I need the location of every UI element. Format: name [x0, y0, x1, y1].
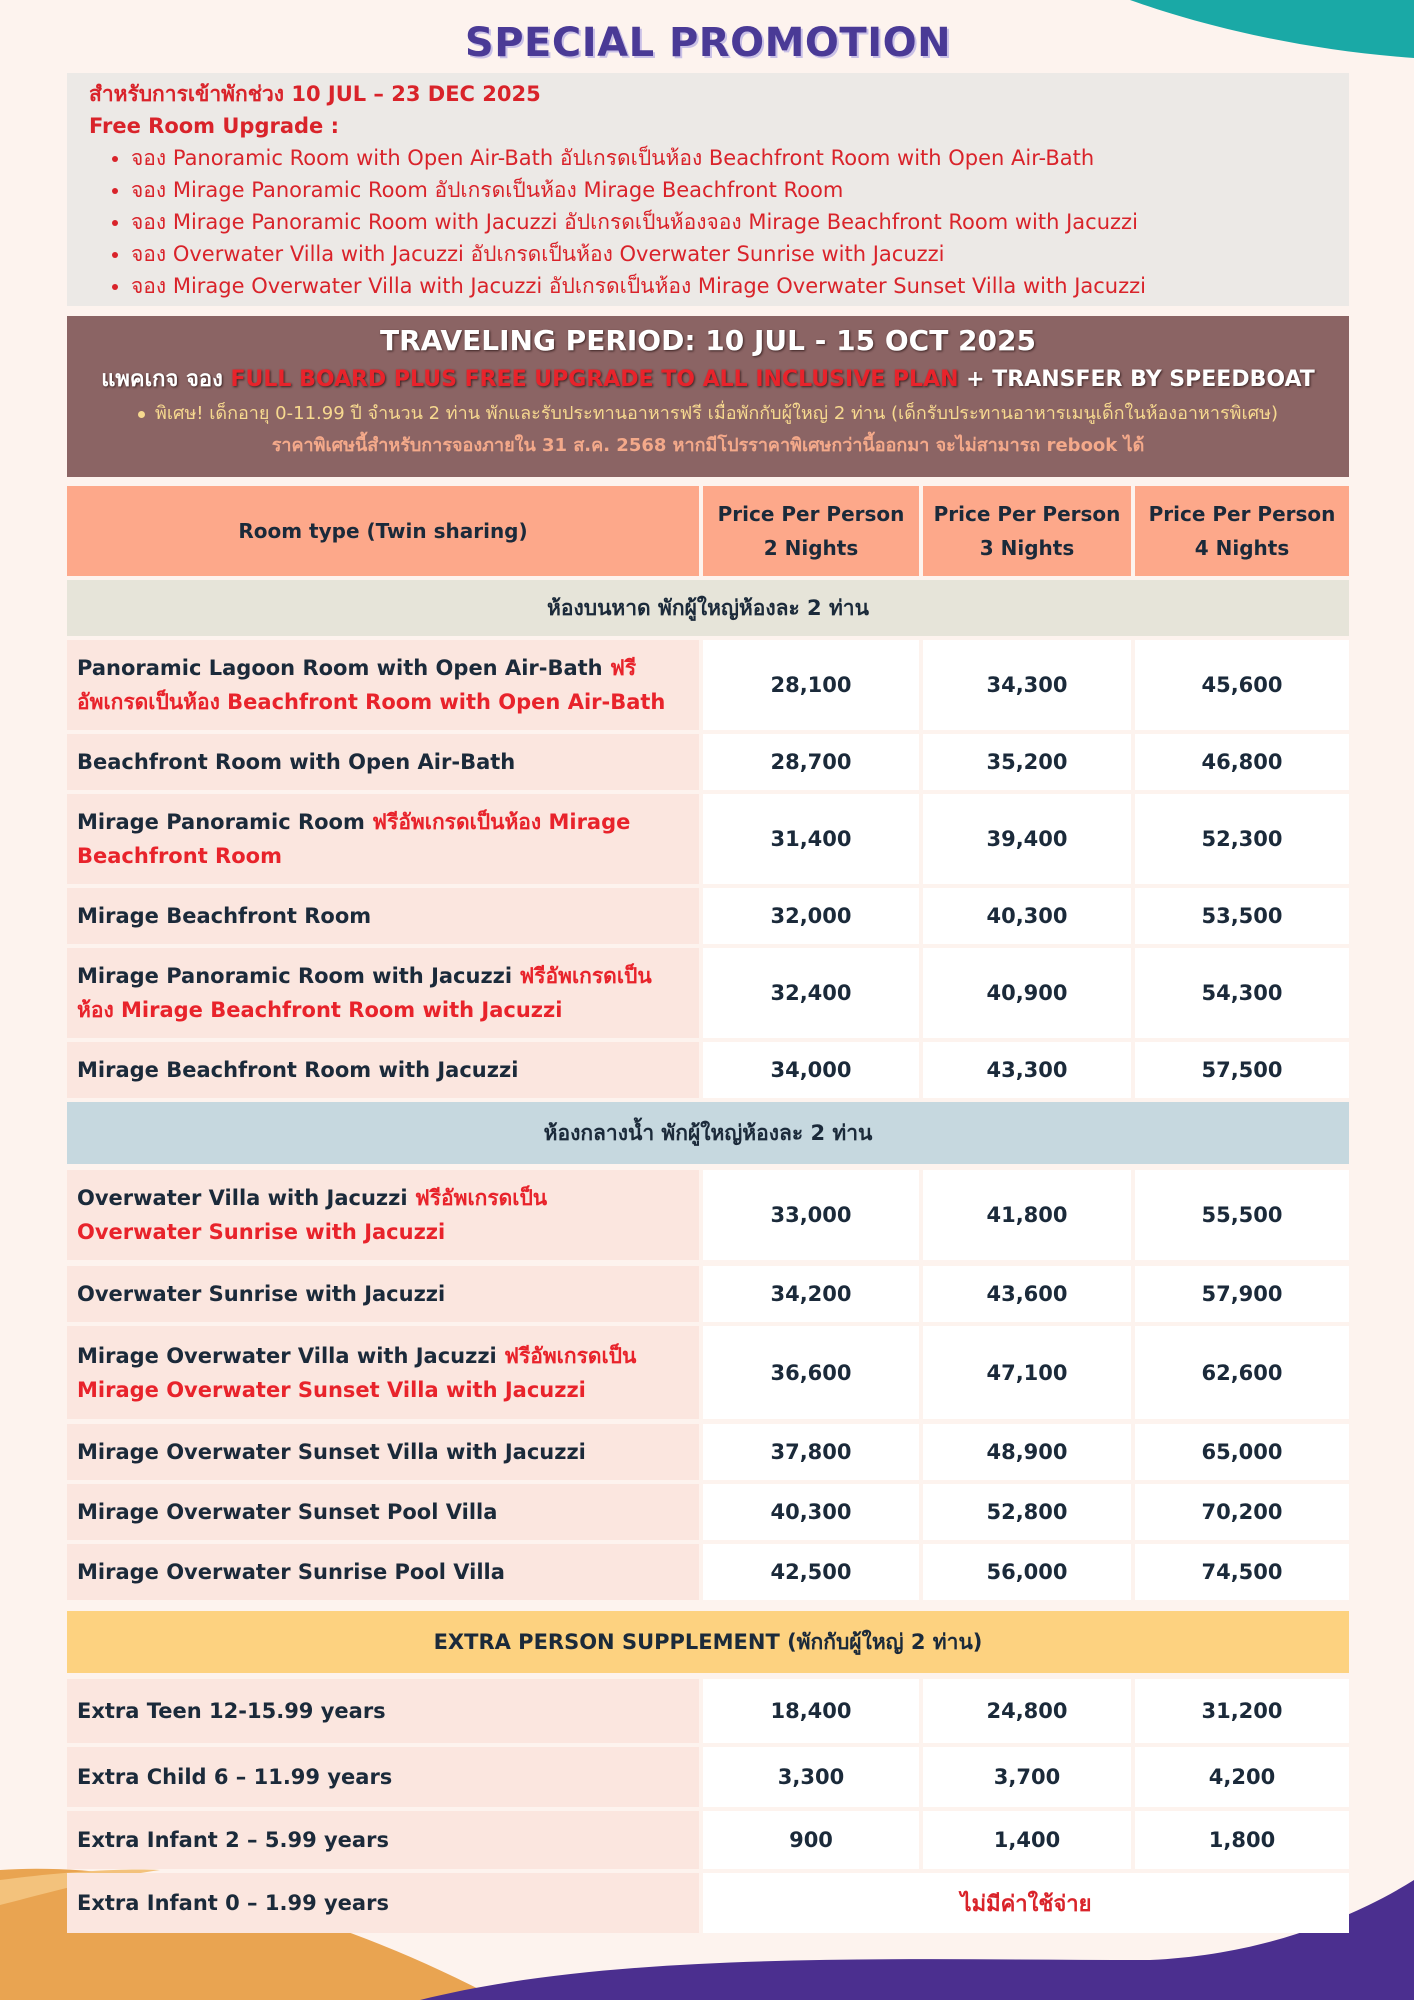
upgrade-note: ฟรีอัพเกรดเป็น Mirage Overwater Sunset Villa with Jacuzzi: [77, 1343, 637, 1402]
room-type-cell: [67, 1042, 699, 1098]
price-3-nights: 47,100: [923, 1326, 1131, 1419]
room-type-text: [77, 1181, 677, 1249]
room-type-cell: [67, 1170, 699, 1260]
room-type-cell: [67, 734, 699, 790]
price-3-nights: 34,300: [923, 640, 1131, 730]
table-row: [67, 1811, 1349, 1869]
table-row: [67, 734, 1349, 790]
room-type-cell: [67, 1679, 699, 1743]
room-name: Extra Teen 12-15.99 years: [77, 1699, 386, 1723]
room-type-text: [77, 1760, 392, 1794]
price-4-nights: 45,600: [1135, 640, 1349, 730]
table-row: [67, 1326, 1349, 1419]
room-name: Mirage Beachfront Room with Jacuzzi: [77, 1058, 519, 1082]
room-type-cell: [67, 1747, 699, 1807]
table-row: [67, 1544, 1349, 1600]
price-2-nights: 36,600: [703, 1326, 919, 1419]
header-2-nights: Price Per Person 2 Nights: [703, 486, 919, 576]
room-name: Panoramic Lagoon Room with Open Air-Bath: [77, 656, 610, 680]
room-type-cell: [67, 1424, 699, 1480]
upgrade-item: • จอง Mirage Panoramic Room อัปเกรดเป็นห้อง Mirage Beachfront Room: [131, 174, 1329, 206]
price-4-nights: 74,500: [1135, 1544, 1349, 1600]
price-2-nights: 900: [703, 1811, 919, 1869]
section-overwater: ห้องกลางน้ำ พักผู้ใหญ่ห้องละ 2 ท่าน: [67, 1102, 1349, 1164]
bullet-icon: [138, 411, 145, 418]
room-name: Mirage Overwater Sunset Pool Villa: [77, 1500, 498, 1524]
price-4-nights: 65,000: [1135, 1424, 1349, 1480]
free-of-charge-cell: ไม่มีค่าใช้จ่าย: [703, 1873, 1349, 1933]
table-row: [67, 888, 1349, 944]
table-row: [67, 1170, 1349, 1260]
room-type-text: [77, 1886, 389, 1920]
room-type-text: [77, 959, 677, 1027]
table-row: [67, 1424, 1349, 1480]
price-3-nights: 56,000: [923, 1544, 1131, 1600]
package-suffix: + TRANSFER BY SPEEDBOAT: [958, 367, 1315, 392]
price-2-nights: 32,000: [703, 888, 919, 944]
child-note: พิเศษ! เด็กอายุ 0-11.99 ปี จำนวน 2 ท่าน พักและรับประทานอาหารฟรี เมื่อพักกับผู้ใหญ่ 2 ท่าน (เด็กรับประทานอาหารเมนูเด็กในห้องอาหารพิเศษ): [155, 403, 1278, 424]
price-4-nights: 55,500: [1135, 1170, 1349, 1260]
table-row: [67, 948, 1349, 1038]
price-4-nights: 53,500: [1135, 888, 1349, 944]
room-name: Mirage Overwater Sunrise Pool Villa: [77, 1560, 505, 1584]
price-3-nights: 52,800: [923, 1484, 1131, 1540]
price-2-nights: 18,400: [703, 1679, 919, 1743]
price-2-nights: 28,100: [703, 640, 919, 730]
room-type-cell: [67, 794, 699, 884]
price-3-nights: 41,800: [923, 1170, 1131, 1260]
room-type-cell: [67, 640, 699, 730]
room-name: Mirage Overwater Villa with Jacuzzi: [77, 1343, 505, 1368]
upgrade-note: ฟรีอัพเกรดเป็นห้อง Mirage Beachfront Room with Jacuzzi: [77, 964, 652, 1022]
room-name: Extra Child 6 – 11.99 years: [77, 1765, 393, 1789]
upgrade-list: [89, 142, 1329, 302]
table-row: [67, 1747, 1349, 1807]
room-type-cell: [67, 1811, 699, 1869]
package-prefix: แพคเกจ จอง: [101, 367, 231, 392]
price-4-nights: 57,500: [1135, 1042, 1349, 1098]
upgrade-item: • จอง Overwater Villa with Jacuzzi อัปเกรดเป็นห้อง Overwater Sunrise with Jacuzzi: [131, 238, 1329, 270]
table-row: [67, 640, 1349, 730]
booking-note: ราคาพิเศษนี้สำหรับการจองภายใน 31 ส.ค. 2568 หากมีโปรราคาพิเศษกว่านี้ออกมา จะไม่สามารถ rebook ได้: [271, 435, 1145, 456]
travel-period: TRAVELING PERIOD: 10 JUL - 15 OCT 2025: [380, 324, 1036, 357]
room-name: Extra Infant 0 – 1.99 years: [77, 1891, 389, 1915]
price-3-nights: 43,600: [923, 1266, 1131, 1322]
travel-period-box: [67, 316, 1349, 477]
room-type-cell: [67, 1266, 699, 1322]
price-4-nights: 4,200: [1135, 1747, 1349, 1807]
upgrade-note: ฟรี อัพเกรดเป็นห้อง Beachfront Room with Open Air-Bath: [77, 656, 666, 714]
room-type-text: [77, 1435, 586, 1469]
price-4-nights: 57,900: [1135, 1266, 1349, 1322]
section-extra: EXTRA PERSON SUPPLEMENT (พักกับผู้ใหญ่ 2 ท่าน): [67, 1611, 1349, 1673]
room-type-text: [77, 899, 371, 933]
price-2-nights: 31,400: [703, 794, 919, 884]
room-type-text: [77, 1555, 505, 1589]
price-2-nights: 28,700: [703, 734, 919, 790]
price-3-nights: 3,700: [923, 1747, 1131, 1807]
table-header: [67, 486, 1349, 576]
room-name: Extra Infant 2 – 5.99 years: [77, 1828, 389, 1852]
price-4-nights: 54,300: [1135, 948, 1349, 1038]
price-3-nights: 43,300: [923, 1042, 1131, 1098]
table-row: [67, 1484, 1349, 1540]
price-2-nights: 3,300: [703, 1747, 919, 1807]
room-type-text: [77, 1694, 386, 1728]
section-beach: ห้องบนหาด พักผู้ใหญ่ห้องละ 2 ท่าน: [67, 580, 1349, 636]
price-3-nights: 35,200: [923, 734, 1131, 790]
price-2-nights: 32,400: [703, 948, 919, 1038]
room-name: Overwater Sunrise with Jacuzzi: [77, 1282, 446, 1306]
room-name: Mirage Panoramic Room: [77, 810, 373, 834]
room-type-text: [77, 651, 677, 719]
price-3-nights: 40,900: [923, 948, 1131, 1038]
header-room-type: Room type (Twin sharing): [67, 486, 699, 576]
room-type-text: [77, 1495, 497, 1529]
price-3-nights: 48,900: [923, 1424, 1131, 1480]
room-type-text: [77, 1053, 518, 1087]
price-4-nights: 70,200: [1135, 1484, 1349, 1540]
price-2-nights: 33,000: [703, 1170, 919, 1260]
package-highlight: FULL BOARD PLUS FREE UPGRADE TO ALL INCLUSIVE PLAN: [230, 367, 959, 392]
price-3-nights: 1,400: [923, 1811, 1131, 1869]
upgrade-item: • จอง Mirage Overwater Villa with Jacuzzi อัปเกรดเป็นห้อง Mirage Overwater Sunset Villa with Jacuzzi: [131, 270, 1329, 302]
room-type-text: [77, 1277, 445, 1311]
price-2-nights: 42,500: [703, 1544, 919, 1600]
room-type-text: [77, 1339, 677, 1407]
room-type-text: [77, 805, 677, 873]
room-type-text: [77, 745, 515, 779]
room-type-text: [77, 1823, 389, 1857]
price-4-nights: 1,800: [1135, 1811, 1349, 1869]
price-4-nights: 46,800: [1135, 734, 1349, 790]
upgrade-item: • จอง Mirage Panoramic Room with Jacuzzi อัปเกรดเป็นห้องจอง Mirage Beachfront Room with Jacuzzi: [131, 206, 1329, 238]
price-3-nights: 24,800: [923, 1679, 1131, 1743]
table-row: [67, 1266, 1349, 1322]
table-row: [67, 794, 1349, 884]
room-type-cell: [67, 1326, 699, 1419]
price-3-nights: 40,300: [923, 888, 1131, 944]
price-2-nights: 37,800: [703, 1424, 919, 1480]
room-type-cell: [67, 1484, 699, 1540]
price-4-nights: 52,300: [1135, 794, 1349, 884]
room-type-cell: [67, 948, 699, 1038]
room-type-cell: [67, 1873, 699, 1933]
room-name: Beachfront Room with Open Air-Bath: [77, 750, 516, 774]
upgrade-item: • จอง Panoramic Room with Open Air-Bath อัปเกรดเป็นห้อง Beachfront Room with Open Air-Bath: [131, 142, 1329, 174]
table-row: [67, 1873, 1349, 1933]
header-3-nights: Price Per Person 3 Nights: [923, 486, 1131, 576]
table-row: [67, 1042, 1349, 1098]
price-4-nights: 31,200: [1135, 1679, 1349, 1743]
package-line: [67, 362, 1349, 398]
room-name: Overwater Villa with Jacuzzi: [77, 1186, 415, 1210]
upgrade-title: Free Room Upgrade :: [89, 114, 340, 138]
price-2-nights: 34,000: [703, 1042, 919, 1098]
upgrade-note: ฟรีอัพเกรดเป็น Overwater Sunrise with Jacuzzi: [77, 1186, 548, 1244]
room-type-cell: [67, 1544, 699, 1600]
stay-period: สำหรับการเข้าพักช่วง 10 JUL – 23 DEC 2025: [89, 82, 541, 106]
room-name: Mirage Panoramic Room with Jacuzzi: [77, 964, 520, 988]
room-name: Mirage Overwater Sunset Villa with Jacuzzi: [77, 1440, 586, 1464]
table-row: [67, 1679, 1349, 1743]
price-3-nights: 39,400: [923, 794, 1131, 884]
room-name: Mirage Beachfront Room: [77, 904, 372, 928]
upgrade-note: ฟรีอัพเกรดเป็นห้อง Mirage Beachfront Room: [77, 810, 631, 868]
child-note-line: [67, 398, 1349, 430]
price-2-nights: 34,200: [703, 1266, 919, 1322]
promo-box: [67, 73, 1349, 306]
page-title: SPECIAL PROMOTION: [464, 20, 952, 66]
header-4-nights: Price Per Person 4 Nights: [1135, 486, 1349, 576]
price-4-nights: 62,600: [1135, 1326, 1349, 1419]
price-2-nights: 40,300: [703, 1484, 919, 1540]
room-type-cell: [67, 888, 699, 944]
